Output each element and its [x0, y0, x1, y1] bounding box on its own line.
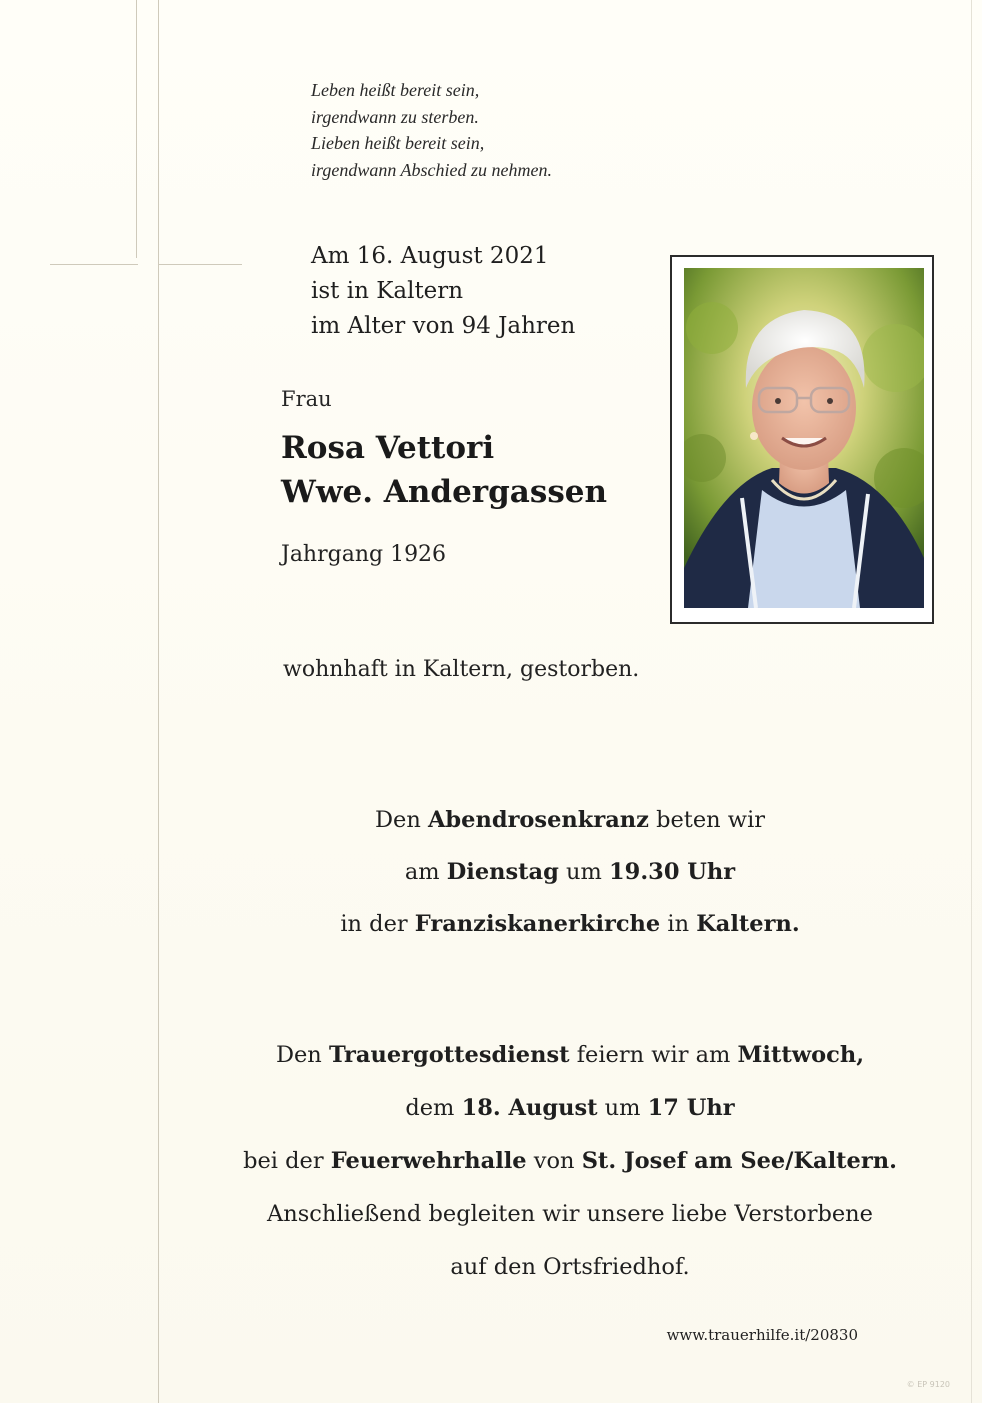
funeral-time: 17 Uhr [647, 1095, 735, 1121]
portrait-illustration [684, 268, 924, 608]
funeral-text: Den [275, 1042, 329, 1068]
funeral-day: Mittwoch, [737, 1042, 865, 1068]
funeral-text: um [597, 1095, 648, 1121]
deceased-name [281, 426, 607, 514]
funeral-text: bei der [243, 1148, 331, 1174]
rosary-text: in der [340, 911, 415, 937]
poem-line: Lieben heißt bereit sein, [311, 133, 485, 153]
funeral-venue: Feuerwehrhalle [330, 1148, 527, 1174]
death-announcement [311, 239, 651, 344]
rosary-time: 19.30 Uhr [609, 859, 736, 885]
age-line: im Alter von 94 Jahren [311, 313, 576, 339]
funeral-text: von [526, 1148, 582, 1174]
death-place-line: ist in Kaltern [311, 278, 464, 304]
poem-line: irgendwann zu sterben. [311, 106, 479, 127]
rosary-text: Den [374, 807, 428, 833]
rosary-text: beten wir [648, 807, 766, 833]
rosary-line-3 [158, 898, 982, 950]
rosary-line-2 [158, 846, 982, 898]
rosary-text: am [404, 859, 447, 885]
birth-year: Jahrgang 1926 [281, 542, 447, 567]
poem [311, 77, 671, 183]
cross-horizontal-left-line [50, 264, 138, 265]
salutation: Frau [281, 387, 332, 411]
funeral-line-3 [158, 1135, 982, 1188]
funeral-line-2 [158, 1082, 982, 1135]
death-date-line: Am 16. August 2021 [311, 243, 549, 269]
rosary-town: Kaltern. [696, 911, 800, 937]
cross-vertical-upper-line [136, 0, 137, 258]
name-line-2: Wwe. Andergassen [281, 474, 608, 510]
funeral-line-5: auf den Ortsfriedhof. [450, 1254, 690, 1280]
portrait-photo [684, 268, 924, 608]
rosary-line-1 [158, 794, 982, 846]
name-line-1: Rosa Vettori [281, 430, 495, 466]
funeral-line-4: Anschließend begleiten wir unsere liebe Verstorbene [267, 1201, 873, 1227]
rosary-text: in [660, 911, 697, 937]
website-link[interactable]: www.trauerhilfe.it/20830 [666, 1326, 858, 1344]
funeral-location: St. Josef am See/Kaltern. [581, 1148, 897, 1174]
poem-line: irgendwann Abschied zu nehmen. [311, 159, 552, 180]
funeral-text: dem [405, 1095, 462, 1121]
rosary-church: Franziskanerkirche [414, 911, 661, 937]
rosary-notice [158, 794, 982, 950]
cross-horizontal-right-line [158, 264, 242, 265]
residence-statement: wohnhaft in Kaltern, gestorben. [283, 657, 640, 682]
funeral-line-1 [158, 1029, 982, 1082]
funeral-notice [158, 1029, 982, 1294]
rosary-day: Dienstag [446, 859, 559, 885]
rosary-emphasis: Abendrosenkranz [427, 807, 649, 833]
poem-line: Leben heißt bereit sein, [311, 80, 480, 100]
funeral-date: 18. August [461, 1095, 598, 1121]
funeral-service: Trauergottesdienst [328, 1042, 570, 1068]
rosary-text: um [558, 859, 610, 885]
funeral-text: feiern wir am [569, 1042, 738, 1068]
print-code: © EP 9120 [906, 1380, 950, 1389]
